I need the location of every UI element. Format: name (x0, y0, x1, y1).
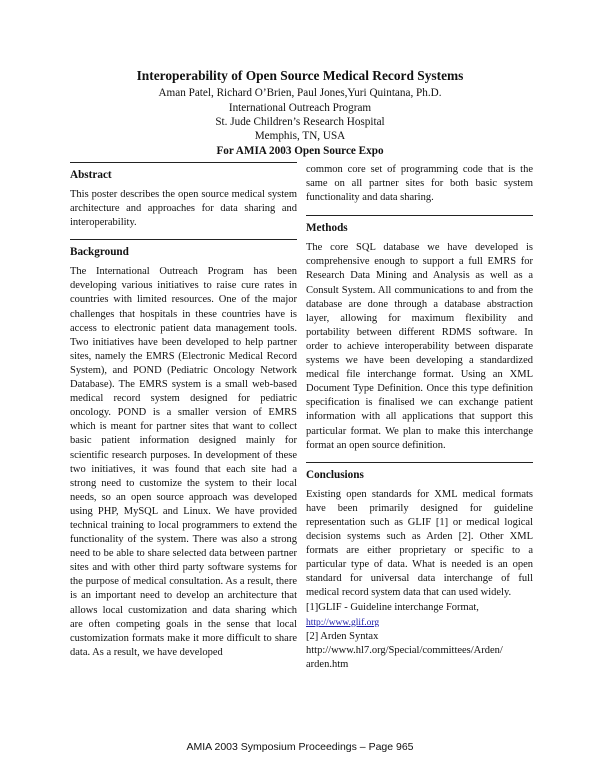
reference-1: [1]GLIF - Guideline interchange Format, (306, 602, 479, 614)
reference-2-url: http://www.hl7.org/Special/committees/Arden/ arden.htm (306, 644, 503, 670)
reference-1-link[interactable]: http://www.glif.org (306, 617, 380, 628)
background-heading: Background (70, 239, 297, 258)
author-list: Aman Patel, Richard O’Brien, Paul Jones,Yuri Quintana, Ph.D. (158, 87, 442, 99)
conclusions-text: Existing open standards for XML medical formats have been primarily designed for guideline representation such as GLIF [1] or medical logical decision systems such as Arden [2]. Other XML formats are either proprietary or specific to a particular type of data. What is needed is an open standard for universal data interchange of full medical record system data that can used widely. (306, 488, 533, 599)
background-text: The International Outreach Program has been developing various initiatives to raise cure rates in countries with limited resources. One of the major challenges that hospitals in these countries have is access to electronic patient data management tools. Two initiatives have been developed to help partner sites, namely the EMRS (Electronic Medical Record System), and POND (Pediatric Oncology Network Database). The EMRS system is a small web-based medical record system designed for pediatric oncology. POND is a smaller version of EMRS which is meant for partner sites that want to collect basic patient information designed mainly for scientific research purposes. In development of these two initiatives, it was found that each site had a strong need to customize the system to their local needs, so an open source approach was developed using PHP, MySQL and Linux. We have provided technical training to local programmers to extend the functionality of the system. There was also a strong need to be able to share selected data between partner sites and with other third party software systems for the purpose of medical consultation. As a result, there is an important need to develop an architecture that allows local customization and data sharing which are often competing goals in the sense that local customization formats make it more difficult to share data. As a result, we have developed (70, 266, 297, 658)
left-column (70, 162, 297, 669)
page-footer: AMIA 2003 Symposium Proceedings – Page 965 (186, 741, 414, 753)
methods-text: The core SQL database we have developed is comprehensive enough to support a full EMRS for Research Data Mining and Analysis as well as a Consult System. All communications to and from the database are done through a database abstraction layer, allowing for maximum flexibility and portability between different RDMS software. In order to achieve interoperability between disparate systems we have been developing a standardized medical file interchange format. Using an XML Document Type Definition. Once this type definition specification is finalised we can exchange patient information with all applications that support this particular format. We plan to make this interchange format an open source definition. (306, 242, 533, 451)
affiliation-hospital: St. Jude Children’s Research Hospital (215, 116, 385, 128)
affiliation-program: International Outreach Program (228, 102, 372, 114)
reference-2: [2] Arden Syntax (306, 630, 379, 642)
conclusions-heading: Conclusions (306, 462, 533, 481)
paper-title: Interoperability of Open Source Medical Record Systems (136, 68, 464, 83)
abstract-heading: Abstract (70, 162, 297, 181)
right-column (306, 163, 533, 672)
methods-heading: Methods (306, 215, 533, 234)
affiliation-city: Memphis, TN, USA (254, 130, 346, 142)
venue-line: For AMIA 2003 Open Source Expo (216, 145, 384, 157)
background-continuation: common core set of programming code that is the same on all partner sites for both basic system functionality and data sharing. (306, 164, 533, 204)
abstract-text: This poster describes the open source medical system architecture and approaches for data sharing and interoperability. (70, 189, 297, 229)
